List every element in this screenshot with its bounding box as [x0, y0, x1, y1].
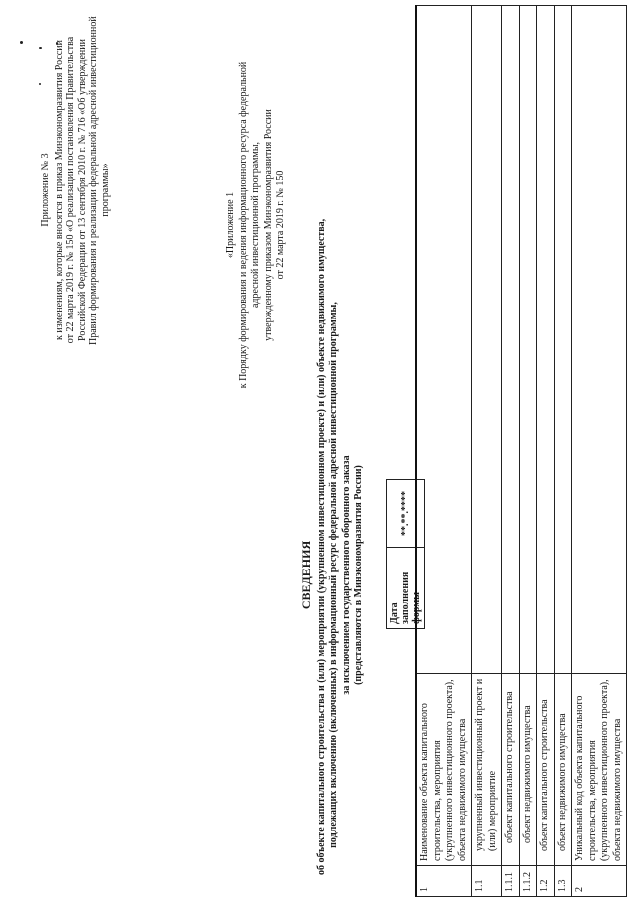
- date-label: Дата заполнения формы: [387, 548, 425, 629]
- row-number: 2: [572, 866, 627, 897]
- quote-header: [225, 25, 288, 425]
- row-value[interactable]: [519, 6, 537, 674]
- quote-line: утвержденному приказом Минэкономразвития России: [262, 109, 274, 341]
- row-label: укрупненный инвестиционный проект и (или) мероприятие: [472, 674, 502, 866]
- appendix-line: Российской Федерации от 13 сентября 2010 г. № 716 «Об утверждении: [76, 39, 88, 341]
- table-row: [554, 6, 572, 897]
- row-value[interactable]: [472, 6, 502, 674]
- row-value[interactable]: [572, 6, 627, 674]
- row-number: 1.1.1: [502, 866, 520, 897]
- title-line: (представляются в Минэкономразвития России): [353, 465, 364, 685]
- row-label: Уникальный код объекта капитального строительства, мероприятия (укрупненного инвестиционного проекта), объекта недвижимого имущества: [572, 674, 627, 866]
- table-row: [472, 6, 502, 897]
- appendix-line: программы»: [99, 163, 111, 217]
- table-row: [502, 6, 520, 897]
- quote-line: «Приложение 1: [225, 191, 236, 259]
- row-label: объект капитального строительства: [537, 674, 555, 866]
- row-number: 1.2: [537, 866, 555, 897]
- row-number: 1.1: [472, 866, 502, 897]
- table-row: [537, 6, 555, 897]
- title-line: за исключением государственного оборонного заказа: [340, 455, 352, 695]
- row-number: 1.1.2: [519, 866, 537, 897]
- table-row: [416, 6, 472, 897]
- title-line: об объекте капитального строительства и (или) мероприятии (укрупненном инвестиционном проекте) и (или) объекте недвижимого имущества,: [315, 218, 327, 875]
- row-number: 1.3: [554, 866, 572, 897]
- document-title: [299, 218, 366, 875]
- appendix-line: от 22 марта 2019 г. № 150 «О реализации постановления Правительства: [65, 36, 77, 344]
- data-table: [415, 5, 627, 897]
- table-row: [519, 6, 537, 897]
- appendix-line: к изменениям, которые вносятся в приказ Минэкономразвития России: [53, 40, 65, 340]
- row-value[interactable]: [416, 6, 472, 674]
- row-value[interactable]: [502, 6, 520, 674]
- row-label: объект капитального строительства: [502, 674, 520, 866]
- quote-line: адресной инвестиционной программы,: [250, 141, 261, 309]
- row-label: объект недвижимого имущества: [519, 674, 537, 866]
- quote-line: от 22 марта 2019 г. № 150: [275, 170, 286, 280]
- row-label: объект недвижимого имущества: [554, 674, 572, 866]
- table-row: [572, 6, 627, 897]
- row-value[interactable]: [537, 6, 555, 674]
- appendix-header: [40, 16, 112, 345]
- row-value[interactable]: [554, 6, 572, 674]
- quote-line: к Порядку формирования и ведения информационного ресурса федеральной: [237, 61, 249, 389]
- row-label: Наименование объекта капитального строительства, мероприятия (укрупненного инвестиционного проекта), объекта недвижимого имущества: [416, 674, 472, 866]
- appendix-line: Приложение № 3: [40, 153, 51, 227]
- title-heading: СВЕДЕНИЯ: [299, 540, 313, 610]
- title-line: подлежащих включению (включенных) в информационный ресурс федеральной адресной инвестиционной программы,: [328, 302, 339, 848]
- date-value: **.**.****: [387, 480, 425, 548]
- appendix-line: Правил формирования и реализации федеральной адресной инвестиционной: [88, 16, 100, 345]
- row-number: 1: [416, 866, 472, 897]
